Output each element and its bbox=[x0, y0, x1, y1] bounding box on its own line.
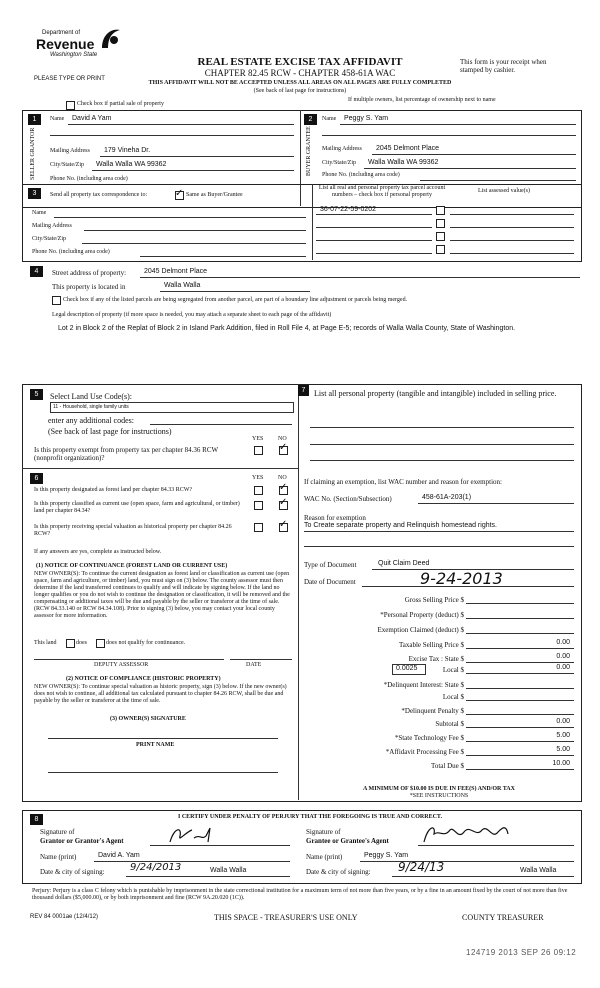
notice-compliance-text: NEW OWNER(S): To continue special valuation as historic property, sign (3) below. If the new owner(s) does not wish to continue, all additional tax calculated pursuant to chapter 84.26 RCW, shall be due and payable by the seller or transferor at the time of sale. bbox=[34, 684, 287, 704]
delinq-local-line bbox=[466, 700, 574, 701]
legal-label: Legal description of property (if more space is needed, you may attach a separate sheet to each page of the affidavit) bbox=[52, 312, 332, 318]
deputy-date-label: DATE bbox=[246, 662, 262, 668]
grantee-date-label: Date & city of signing: bbox=[306, 868, 371, 876]
grantor-name-value: David A. Yam bbox=[98, 852, 140, 859]
section-3-city-label: City/State/Zip bbox=[32, 236, 66, 242]
personal-deduct-label: *Personal Property (deduct) $ bbox=[380, 611, 464, 619]
grantee-sig-line bbox=[418, 845, 574, 846]
taxable-line bbox=[466, 648, 574, 649]
taxable-label: Taxable Selling Price $ bbox=[398, 641, 464, 649]
grantee-name-label: Name (print) bbox=[306, 853, 343, 861]
personal-line-1 bbox=[310, 427, 574, 428]
local-rate-value: 0.0025 bbox=[396, 665, 418, 672]
subtotal-line bbox=[466, 727, 574, 728]
grantee-sig-label-2: Grantee or Grantee's Agent bbox=[306, 837, 389, 845]
subtotal-label: Subtotal $ bbox=[435, 720, 464, 728]
this-land-label: This land bbox=[34, 640, 57, 646]
section-3-city-line bbox=[82, 243, 306, 244]
section-3-name-line bbox=[54, 217, 306, 218]
deputy-line bbox=[34, 659, 224, 660]
current-use-yes-checkbox[interactable] bbox=[254, 501, 263, 510]
excise-state-value: 0.00 bbox=[556, 653, 570, 660]
grantor-sig-line bbox=[150, 845, 290, 846]
tech-fee-line bbox=[466, 741, 574, 742]
grantee-date-line bbox=[392, 876, 574, 877]
buyer-name-label: Name bbox=[322, 116, 337, 122]
total-value: 10.00 bbox=[552, 760, 570, 767]
delinq-state-label: *Delinquent Interest: State $ bbox=[383, 681, 464, 689]
cashier-stamp: 124719 2013 SEP 26 09:12 bbox=[466, 948, 577, 957]
section-5-yes-header: YES bbox=[252, 436, 264, 442]
grantor-city-value: Walla Walla bbox=[210, 867, 247, 874]
historic-yes-checkbox[interactable] bbox=[254, 523, 263, 532]
buyer-city-label: City/State/Zip bbox=[322, 160, 356, 166]
local-label: Local $ bbox=[442, 666, 464, 674]
forest-question: Is this property designated as forest land per chapter 84.33 RCW? bbox=[34, 487, 193, 493]
exemption-deduct-label: Exemption Claimed (deduct) $ bbox=[377, 626, 464, 634]
section-5-see-back: (See back of last page for instructions) bbox=[48, 427, 172, 436]
section-1-number: 1 bbox=[28, 114, 41, 125]
grantee-name-value: Peggy S. Yam bbox=[364, 852, 409, 859]
buyer-name-line bbox=[340, 124, 576, 125]
buyer-city-line bbox=[364, 168, 576, 169]
buyer-name-value: Peggy S. Yam bbox=[344, 115, 389, 122]
section-7-number: 7 bbox=[298, 385, 309, 396]
assessed-header: List assessed value(s) bbox=[478, 188, 530, 194]
doc-type-value: Quit Claim Deed bbox=[378, 560, 430, 567]
partial-sale-checkbox[interactable] bbox=[66, 101, 75, 110]
grantee-sig-label-1: Signature of bbox=[306, 828, 341, 836]
form-title: REAL ESTATE EXCISE TAX AFFIDAVIT bbox=[197, 56, 403, 68]
reason-line-1 bbox=[304, 531, 574, 532]
section-3-number: 3 bbox=[28, 188, 41, 199]
subtotal-value: 0.00 bbox=[556, 718, 570, 725]
please-type: PLEASE TYPE OR PRINT bbox=[34, 76, 105, 82]
does-not-label: does not qualify for continuance. bbox=[106, 640, 186, 646]
total-line bbox=[466, 769, 574, 770]
dept-name: Revenue bbox=[36, 36, 95, 52]
grantor-sig-label-1: Signature of bbox=[40, 828, 75, 836]
personal-deduct-line bbox=[466, 618, 574, 619]
parcel-line-4 bbox=[316, 253, 432, 254]
dept-line: Department of bbox=[42, 30, 81, 36]
partial-sale-label: Check box if partial sale of property bbox=[77, 101, 164, 107]
seller-mailing-line bbox=[100, 156, 294, 157]
assessed-line-1 bbox=[450, 214, 574, 215]
wac-line bbox=[418, 503, 574, 504]
section-column-divider bbox=[298, 384, 299, 800]
if-yes-note: If any answers are yes, complete as instructed below. bbox=[34, 549, 162, 555]
buyer-blank-line-1 bbox=[322, 135, 576, 136]
buyer-phone-line bbox=[420, 180, 576, 181]
section-5-no-header: NO bbox=[278, 436, 287, 442]
form-notice: THIS AFFIDAVIT WILL NOT BE ACCEPTED UNLESS ALL AREAS ON ALL PAGES ARE FULLY COMPLETED bbox=[148, 80, 452, 86]
total-label: Total Due $ bbox=[431, 762, 464, 770]
same-as-buyer-label: Same as Buyer/Grantee bbox=[186, 192, 243, 198]
historic-no-check-mark: ✓ bbox=[279, 519, 288, 530]
treasurer-space-label: THIS SPACE - TREASURER'S USE ONLY bbox=[214, 913, 358, 922]
parcel-4-personal-checkbox[interactable] bbox=[436, 245, 445, 254]
wac-value: 458-61A-203(1) bbox=[422, 494, 472, 501]
exempt-question: Is this property exempt from property tax per chapter 84.36 RCW (nonprofit organization)? bbox=[34, 446, 218, 462]
parcel-header: List all real and personal property tax parcel account numbers – check box if personal property bbox=[318, 185, 446, 198]
grantee-signature bbox=[418, 820, 568, 846]
local-value: 0.00 bbox=[556, 664, 570, 671]
grantor-date-value: 9/24/2013 bbox=[130, 862, 182, 873]
buyer-mailing-line bbox=[372, 154, 576, 155]
buyer-phone-label: Phone No. (including area code) bbox=[322, 172, 400, 178]
grantor-signature-scribble bbox=[150, 824, 290, 846]
seller-city-value: Walla Walla WA 99362 bbox=[96, 161, 167, 168]
see-instructions-note: *SEE INSTRUCTIONS bbox=[409, 793, 469, 799]
grantee-city-value: Walla Walla bbox=[520, 867, 557, 874]
section-6-number: 6 bbox=[30, 473, 43, 484]
gross-line bbox=[466, 603, 574, 604]
located-label: This property is located in bbox=[52, 283, 126, 291]
deputy-date-line bbox=[230, 659, 292, 660]
section-3-phone-line bbox=[140, 256, 306, 257]
parcel-line-3 bbox=[316, 240, 432, 241]
land-use-select[interactable] bbox=[50, 402, 294, 413]
delinq-local-label: Local $ bbox=[442, 693, 464, 701]
form-see-back: (See back of last page for instructions) bbox=[253, 88, 347, 94]
seller-city-label: City/State/Zip bbox=[50, 162, 84, 168]
personal-line-3 bbox=[310, 460, 574, 461]
local-line bbox=[466, 673, 574, 674]
gross-label: Gross Selling Price $ bbox=[404, 596, 464, 604]
delinq-penalty-line bbox=[466, 714, 574, 715]
certify-statement: I CERTIFY UNDER PENALTY OF PERJURY THAT THE FOREGOING IS TRUE AND CORRECT. bbox=[177, 814, 442, 820]
section-8-number: 8 bbox=[30, 814, 43, 825]
located-value: Walla Walla bbox=[164, 282, 201, 289]
doc-date-value: 9-24-2013 bbox=[420, 569, 503, 588]
section-5-number: 5 bbox=[30, 389, 43, 400]
seller-phone-label: Phone No. (including area code) bbox=[50, 176, 128, 182]
exempt-yes-checkbox[interactable] bbox=[254, 446, 263, 455]
send-tax-label: Send all property tax correspondence to: bbox=[50, 192, 148, 198]
segregated-label: Check box if any of the listed parcels are being segregated from another parcel, are part of a boundary line adjustment or parcels being merged. bbox=[63, 297, 408, 303]
grantor-date-line bbox=[126, 876, 290, 877]
affidavit-fee-line bbox=[466, 755, 574, 756]
seller-mailing-label: Mailing Address bbox=[50, 148, 90, 154]
personal-line-2 bbox=[310, 444, 574, 445]
assessed-line-2 bbox=[450, 227, 574, 228]
owner-signature-label: (3) OWNER(S) SIGNATURE bbox=[110, 716, 186, 722]
delinq-penalty-label: *Delinquent Penalty $ bbox=[401, 707, 464, 715]
buyer-mailing-value: 2045 Delmont Place bbox=[376, 145, 440, 152]
assessed-line-3 bbox=[450, 240, 574, 241]
receipt-note: This form is your receipt when stamped by cashier. bbox=[460, 58, 547, 74]
grantor-name-label: Name (print) bbox=[40, 853, 77, 861]
grantee-name-line bbox=[360, 861, 574, 862]
owner-signature-line bbox=[48, 738, 278, 739]
segregated-checkbox[interactable] bbox=[52, 296, 61, 305]
parcel-line-2 bbox=[316, 227, 432, 228]
parcel-1-personal-checkbox[interactable] bbox=[436, 206, 445, 215]
doc-type-label: Type of Document bbox=[304, 561, 357, 569]
does-checkbox[interactable] bbox=[66, 639, 75, 648]
section-4-number: 4 bbox=[30, 266, 43, 277]
buyer-mailing-label: Mailing Address bbox=[322, 146, 362, 152]
additional-codes-line bbox=[150, 424, 292, 425]
seller-name-label: Name bbox=[50, 116, 65, 122]
seller-side-label: SELLER GRANTOR bbox=[30, 127, 36, 180]
seller-blank-line-1 bbox=[50, 135, 294, 136]
print-name-line bbox=[48, 772, 278, 773]
grantee-signature-scribble bbox=[418, 820, 568, 846]
exemption-deduct-line bbox=[466, 633, 574, 634]
perjury-text: Perjury: Perjury is a class C felony which is punishable by imprisonment in the state correctional institution for a maximum term of not more than five years, or by a fine in an amount fixed by the court of not more than five thousand dollars ($5,000.00), or by both imprisonment and fine (RCW 9A.20.020 (1C)). bbox=[32, 888, 568, 901]
section-3-phone-label: Phone No. (including area code) bbox=[32, 249, 110, 255]
excise-state-label: Excise Tax : State $ bbox=[408, 655, 464, 663]
notice-continuance-text: NEW OWNER(S): To continue the current designation as forest land or classification as current use (open space, farm and agriculture, or timber) land, you must sign on (3) below. The county assessor must then determine if the land transferred continues to qualify and will indicate by signing below. If the land no longer qualifies or you do not wish to continue the designation or classification, it will be removed and the compensating or additional taxes will be due and payable by the seller or transferor at the time of sale. (RCW 84.33.140 or RCW 84.34.108). Prior to signing (3) below, you may contact your local county assessor for more information. bbox=[34, 571, 290, 619]
seller-name-value: David A Yam bbox=[72, 115, 112, 122]
affidavit-fee-value: 5.00 bbox=[556, 746, 570, 753]
forest-yes-checkbox[interactable] bbox=[254, 486, 263, 495]
grantor-sig-label-2: Grantor or Grantor's Agent bbox=[40, 837, 124, 845]
seller-name-line bbox=[68, 124, 294, 125]
excise-state-line bbox=[466, 662, 574, 663]
does-label: does bbox=[76, 640, 87, 646]
grantor-date-label: Date & city of signing: bbox=[40, 868, 105, 876]
tech-fee-value: 5.00 bbox=[556, 732, 570, 739]
multiple-owners-note: If multiple owners, list percentage of ownership next to name bbox=[348, 97, 496, 103]
street-label: Street address of property: bbox=[52, 269, 127, 277]
reason-value: To Create separate property and Relinquish homestead rights. bbox=[304, 522, 497, 529]
does-not-checkbox[interactable] bbox=[96, 639, 105, 648]
section-6-yes-header: YES bbox=[252, 475, 264, 481]
exempt-no-check-mark: ✓ bbox=[279, 442, 288, 453]
section-3-divider bbox=[312, 184, 313, 260]
deputy-assessor-label: DEPUTY ASSESSOR bbox=[94, 662, 149, 668]
delinq-state-line bbox=[466, 688, 574, 689]
grantee-date-value: 9/24/13 bbox=[398, 860, 445, 874]
section-3-mailing-line bbox=[84, 230, 306, 231]
notice-continuance-title: (1) NOTICE OF CONTINUANCE (FOREST LAND OR CURRENT USE) bbox=[36, 563, 228, 569]
assessed-line-4 bbox=[450, 253, 574, 254]
seller-city-line bbox=[92, 170, 294, 171]
additional-codes-label: enter any additional codes: bbox=[48, 416, 134, 425]
county-treasurer-label: COUNTY TREASURER bbox=[462, 913, 544, 922]
reason-label: Reason for exemption bbox=[304, 514, 366, 522]
street-value: 2045 Delmont Place bbox=[144, 268, 208, 275]
parcel-line-1 bbox=[316, 214, 432, 215]
forest-no-check-mark: ✓ bbox=[279, 482, 288, 493]
exemption-label: If claiming an exemption, list WAC number and reason for exemption: bbox=[304, 478, 502, 486]
tech-fee-label: *State Technology Fee $ bbox=[394, 734, 464, 742]
taxable-value: 0.00 bbox=[556, 639, 570, 646]
legal-description: Lot 2 in Block 2 of the Replat of Block 2 in Island Park Addition, filed in Roll File 4, at Page E-5; records of Walla Walla County, State of Washington. bbox=[58, 325, 516, 332]
section-3-name-label: Name bbox=[32, 210, 47, 216]
land-use-label: Select Land Use Code(s): bbox=[50, 392, 132, 401]
street-line bbox=[140, 277, 580, 278]
current-use-question: Is this property classified as current use (open space, farm and agricultural, or timber) land per chapter 84.34? bbox=[34, 501, 240, 514]
buyer-city-value: Walla Walla WA 99362 bbox=[368, 159, 439, 166]
land-use-value: 11 - Household, single family units bbox=[53, 404, 129, 410]
list-personal-label: List all personal property (tangible and intangible) included in selling price. bbox=[314, 389, 557, 398]
section-2-number: 2 bbox=[304, 114, 317, 125]
form-chapter: CHAPTER 82.45 RCW - CHAPTER 458-61A WAC bbox=[204, 68, 396, 78]
current-use-no-check-mark: ✓ bbox=[279, 497, 288, 508]
section-6-no-header: NO bbox=[278, 475, 287, 481]
same-as-buyer-check-mark: ✓ bbox=[175, 188, 184, 199]
minimum-note: A MINIMUM OF $10.00 IS DUE IN FEE(S) AND/OR TAX bbox=[363, 786, 515, 792]
rev-number: REV 84 0001ae (12/4/12) bbox=[30, 914, 99, 920]
revenue-logo bbox=[36, 26, 126, 68]
dept-state: Washington State bbox=[50, 52, 98, 58]
located-line bbox=[160, 291, 310, 292]
revenue-logo-mark bbox=[98, 26, 122, 50]
section-3-mailing-label: Mailing Address bbox=[32, 223, 72, 229]
print-name-label: PRINT NAME bbox=[136, 742, 175, 748]
grantor-name-line bbox=[94, 861, 290, 862]
doc-date-label: Date of Document bbox=[304, 578, 356, 586]
wac-label: WAC No. (Section/Subsection) bbox=[304, 495, 392, 503]
parcel-2-personal-checkbox[interactable] bbox=[436, 219, 445, 228]
buyer-side-label: BUYER GRANTEE bbox=[306, 126, 312, 176]
seller-mailing-value: 179 Vineha Dr. bbox=[104, 147, 151, 154]
parcel-number-value: 36-07-22-59-0202 bbox=[320, 206, 377, 213]
section-6-top-rule bbox=[22, 468, 298, 469]
doc-date-line bbox=[362, 586, 574, 587]
historic-question: Is this property receiving special valuation as historical property per chapter 84.26 RCW? bbox=[34, 524, 232, 537]
grantor-signature bbox=[150, 824, 290, 846]
reason-line-2 bbox=[304, 546, 574, 547]
notice-compliance-title: (2) NOTICE OF COMPLIANCE (HISTORIC PROPERTY) bbox=[66, 676, 221, 682]
affidavit-fee-label: *Affidavit Processing Fee $ bbox=[385, 748, 464, 756]
parcel-3-personal-checkbox[interactable] bbox=[436, 232, 445, 241]
